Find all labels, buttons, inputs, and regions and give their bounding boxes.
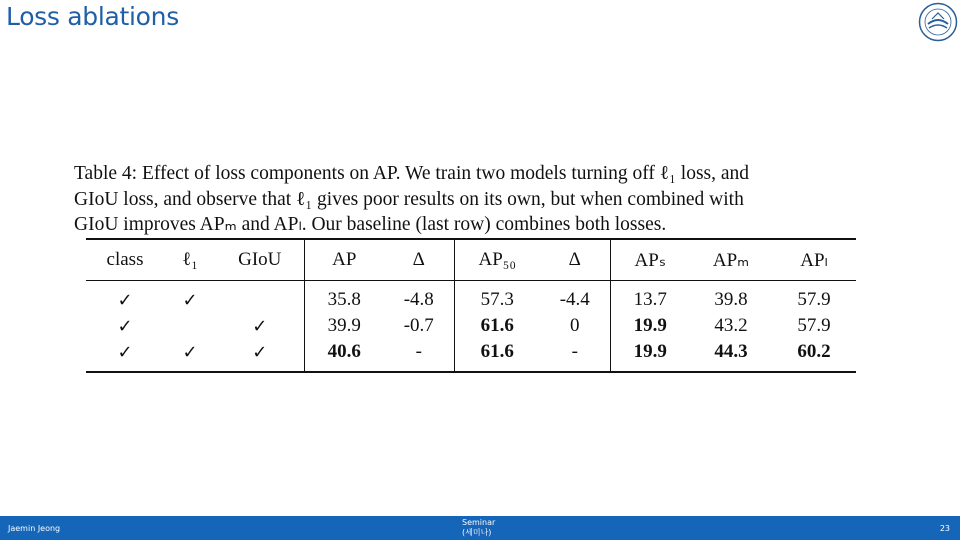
table-cell: -4.4 [559,289,590,310]
column-header: Δ [568,249,581,270]
caption-line: GIoU loss, and observe that ℓ₁ gives poor results on its own, but when combined with [74,188,744,210]
column-header: AP₅₀ [454,239,540,281]
table-cell: 35.8 [304,281,384,314]
table-caption [74,161,884,238]
table-row [86,281,856,314]
table-cell: 61.6 [454,313,540,339]
slide-title: Loss ablations [6,2,179,31]
table-cell: ✓ [117,341,133,363]
table-cell: 57.3 [454,281,540,314]
table-cell: 44.3 [714,341,748,362]
table-cell: ✓ [252,315,268,337]
table-cell: 0 [570,315,580,336]
table-cell: ✓ [252,341,268,363]
table-cell: ✓ [182,289,198,311]
column-header: class [106,249,144,270]
table-cell [164,313,216,339]
column-header: APₘ [712,249,750,271]
footer-bar [0,516,960,540]
table-cell: 60.2 [797,341,831,362]
table-cell: 40.6 [304,339,384,372]
footer-seminar-label: Seminar [462,518,496,527]
table-cell: 19.9 [610,339,690,372]
ablation-table [86,238,856,373]
column-header: Δ [412,249,425,270]
table-cell: 19.9 [610,313,690,339]
table-cell: ✓ [117,289,133,311]
table-cell: 39.9 [304,313,384,339]
university-seal-icon [918,2,958,42]
footer-seminar-label-korean: (세미나) [462,528,492,537]
table-row [86,313,856,339]
column-header: ℓ₁ [182,249,198,270]
table-cell: - [571,341,578,362]
footer-center [462,518,495,538]
table-cell: -4.8 [403,289,434,310]
table-cell: ✓ [117,315,133,337]
table-cell: -0.7 [403,315,434,336]
table-cell: 61.6 [454,339,540,372]
table-cell: 57.9 [797,315,831,336]
table-header-row [86,239,856,281]
table-cell: ✓ [182,341,198,363]
column-header: AP [304,239,384,281]
table-cell [216,281,304,314]
table-cell: 43.2 [714,315,748,336]
caption-line: Table 4: Effect of loss components on AP. We train two models turning off ℓ₁ loss, and [74,163,750,184]
table-row [86,339,856,372]
table-cell: 57.9 [797,289,831,310]
table-cell: 13.7 [610,281,690,314]
column-header: APₛ [610,239,690,281]
presenter-name: Jaemin Jeong [8,524,61,533]
page-number: 23 [939,524,950,533]
caption-line: GIoU improves APₘ and APₗ. Our baseline (last row) combines both losses. [74,214,667,235]
table-cell: - [415,341,422,362]
column-header: APₗ [800,249,828,271]
column-header: GIoU [238,249,282,270]
table-cell: 39.8 [714,289,748,310]
